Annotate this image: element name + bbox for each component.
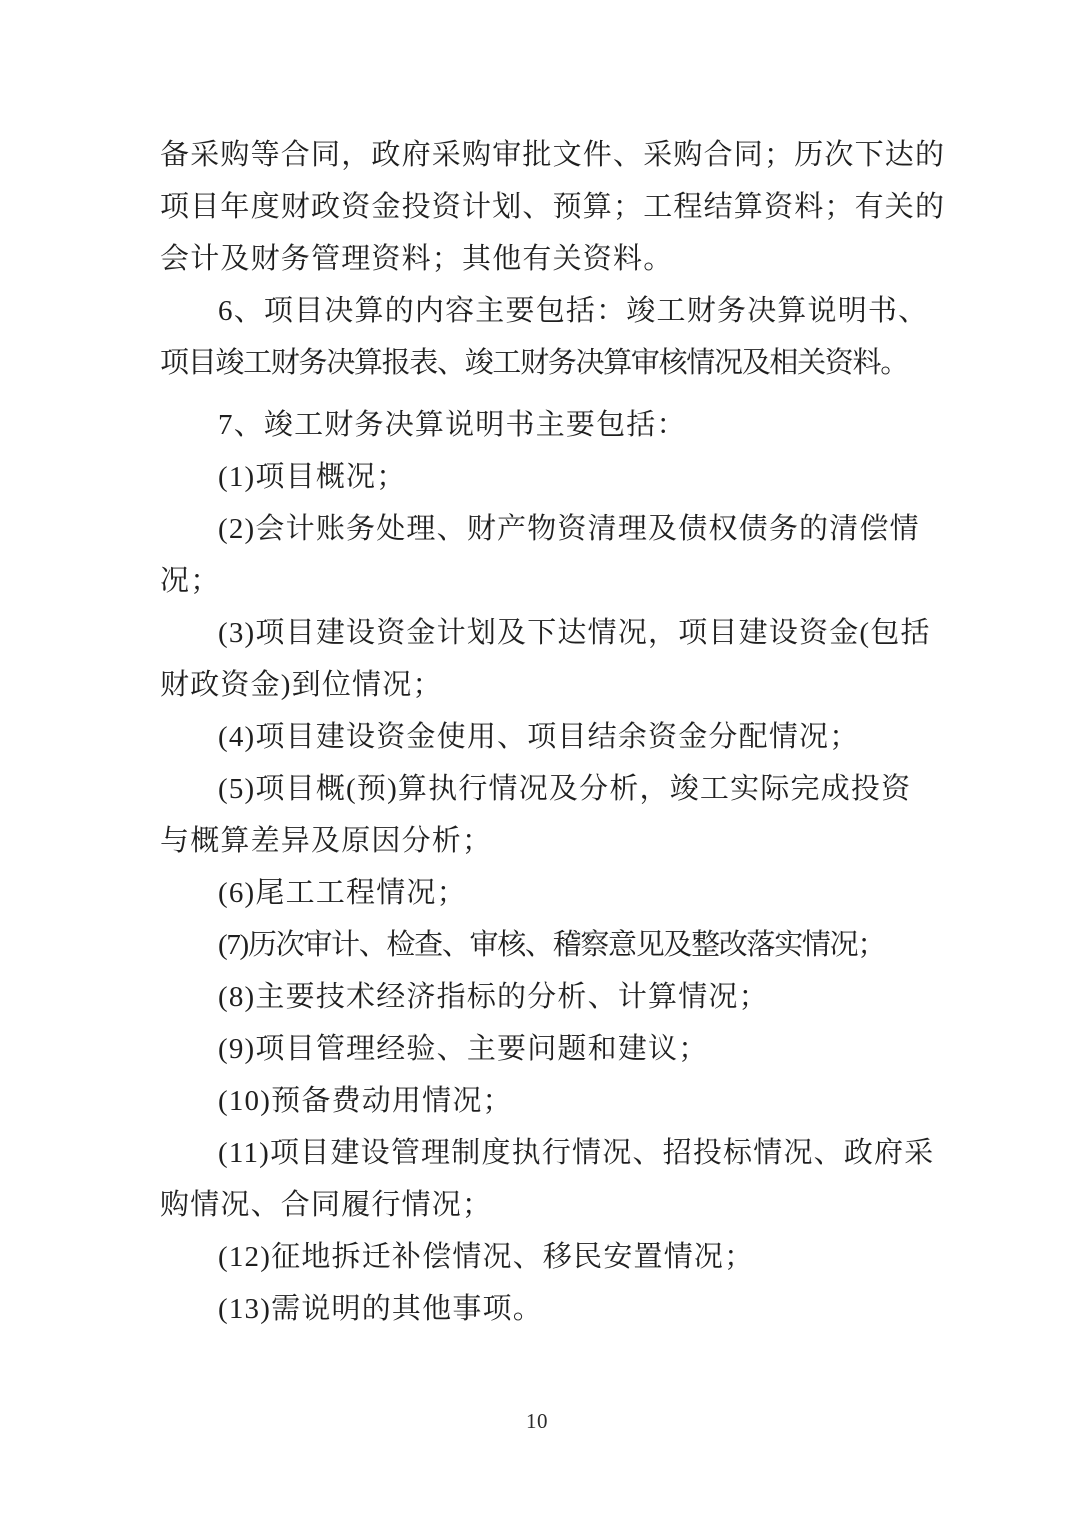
text-line: 况； [160,565,221,597]
text-line-subitem-8: (8)主要技术经济指标的分析、计算情况； [218,981,769,1013]
text-line-subitem-7: (7)历次审计、检查、审核、稽察意见及整改落实情况； [218,929,886,961]
text-line-subitem-6: (6)尾工工程情况； [218,877,467,909]
text-line-subitem-9: (9)项目管理经验、主要问题和建议； [218,1033,709,1065]
text-line-subitem-2: (2)会计账务处理、财产物资清理及债权债务的清偿情 [218,513,920,545]
text-line-item-7: 7、竣工财务决算说明书主要包括： [218,409,687,441]
text-line-subitem-5: (5)项目概(预)算执行情况及分析，竣工实际完成投资 [218,773,912,805]
text-line-subitem-13: (13)需说明的其他事项。 [218,1293,543,1325]
text-line-subitem-4: (4)项目建设资金使用、项目结余资金分配情况； [218,721,860,753]
text-line-subitem-10: (10)预备费动用情况； [218,1085,513,1117]
text-line-subitem-1: (1)项目概况； [218,461,407,493]
text-line-item-6: 6、项目决算的内容主要包括：竣工财务决算说明书、 [218,295,929,327]
page-footer [0,1408,1074,1434]
text-line: 项目年度财政资金投资计划、预算；工程结算资料；有关的 [160,191,946,223]
text-line: 项目竣工财务决算报表、竣工财务决算审核情况及相关资料。 [160,347,908,379]
text-line: 与概算差异及原因分析； [160,825,493,857]
text-line-subitem-11: (11)项目建设管理制度执行情况、招投标情况、政府采 [218,1137,935,1169]
text-line-subitem-3: (3)项目建设资金计划及下达情况，项目建设资金(包括 [218,617,931,649]
text-line-subitem-12: (12)征地拆迁补偿情况、移民安置情况； [218,1241,755,1273]
text-line: 财政资金)到位情况； [160,669,443,701]
page-number: 10 [526,1409,548,1433]
text-line: 备采购等合同，政府采购审批文件、采购合同；历次下达的 [160,139,946,171]
text-line: 会计及财务管理资料；其他有关资料。 [160,243,674,275]
document-body-text [160,129,946,1335]
text-line: 购情况、合同履行情况； [160,1189,493,1221]
